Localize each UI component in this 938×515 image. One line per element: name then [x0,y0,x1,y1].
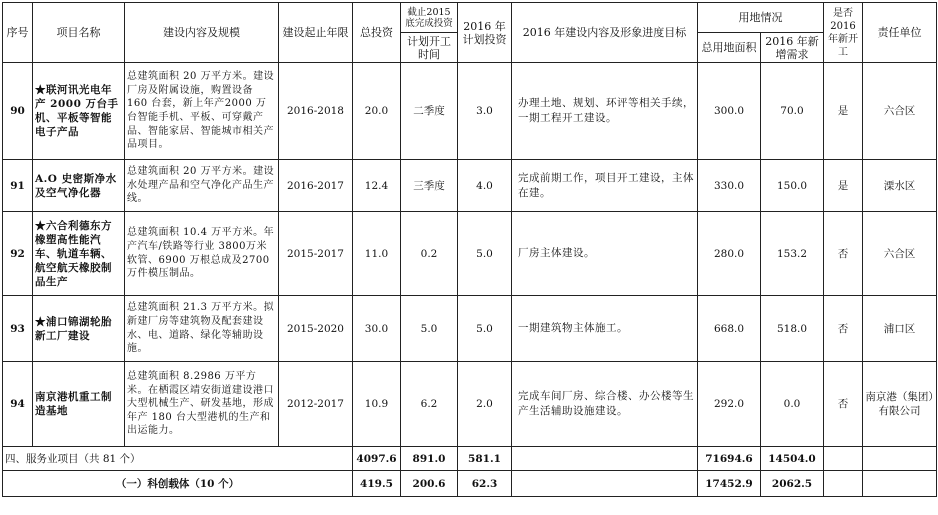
summary-plan: 581.1 [458,447,512,471]
header-cumulative: 截止2015底完成投资 [401,3,458,33]
summary-total: 419.5 [353,471,401,497]
summary-label: 四、服务业项目（共 81 个） [3,447,353,471]
row-is-new: 是 [824,63,863,160]
row-period: 2015-2020 [279,296,353,362]
summary-cum: 891.0 [401,447,458,471]
header-is-new: 是否2016年新开工 [824,3,863,63]
row-start: 0.2 [401,212,458,296]
header-plan2016: 2016 年计划投资 [458,3,512,63]
row-target: 一期建筑物主体施工。 [512,296,698,362]
summary-land-new: 2062.5 [761,471,824,497]
row-start: 5.0 [401,296,458,362]
row-land-total: 292.0 [698,362,761,447]
row-name: ★浦口锦湖轮胎新工厂建设 [33,296,125,362]
project-table [2,2,937,497]
row-unit: 浦口区 [863,296,937,362]
header-land-total: 总用地面积 [698,33,761,63]
table-row [3,160,937,212]
row-content: 总建筑面积 8.2986 万平方米。在栖霞区靖安街道建设港口大型机械生产、研发基地，形成年产 180 台大型港机的生产和出运能力。 [125,362,279,447]
summary-label: （一）科创载体（10 个） [3,471,353,497]
row-period: 2016-2017 [279,160,353,212]
row-content: 总建筑面积 20 万平方米。建设水处理产品和空气净化产品生产线。 [125,160,279,212]
header-land: 用地情况 [698,3,824,33]
row-start: 三季度 [401,160,458,212]
row-period: 2015-2017 [279,212,353,296]
row-name: ★联河讯光电年产 2000 万台手机、平板等智能电子产品 [33,63,125,160]
row-land-new: 150.0 [761,160,824,212]
row-content: 总建筑面积 21.3 万平方米。拟新建厂房等建筑物及配套建设水、电、道路、绿化等辅助设施。 [125,296,279,362]
header-total: 总投资 [353,3,401,63]
table-row [3,296,937,362]
summary-empty [863,447,937,471]
row-land-total: 330.0 [698,160,761,212]
row-content: 总建筑面积 20 万平方米。建设厂房及附属设施，购置设备 160 台套，新上年产2000 万台智能手机、平板、可穿戴产品、智能家居、智能城市相关产品项目。 [125,63,279,160]
summary-row [3,447,937,471]
row-name: 南京港机重工制造基地 [33,362,125,447]
row-target: 办理土地、规划、环评等相关手续，一期工程开工建设。 [512,63,698,160]
row-total: 20.0 [353,63,401,160]
row-land-new: 70.0 [761,63,824,160]
row-target: 厂房主体建设。 [512,212,698,296]
summary-land-total: 17452.9 [698,471,761,497]
row-period: 2012-2017 [279,362,353,447]
summary-cum: 200.6 [401,471,458,497]
row-total: 11.0 [353,212,401,296]
header-start-time: 计划开工时间 [401,33,458,63]
row-content: 总建筑面积 10.4 万平方米。年产汽车/铁路等行业 3800万米软管、6900 万根总成及2700 万件模压制品。 [125,212,279,296]
summary-empty [824,447,863,471]
row-is-new: 否 [824,296,863,362]
header-unit: 责任单位 [863,3,937,63]
header-target2016: 2016 年建设内容及形象进度目标 [512,3,698,63]
row-unit: 六合区 [863,212,937,296]
row-land-new: 518.0 [761,296,824,362]
row-is-new: 是 [824,160,863,212]
header-seq: 序号 [3,3,33,63]
row-plan: 5.0 [458,296,512,362]
row-target: 完成前期工作，项目开工建设，主体在建。 [512,160,698,212]
row-land-total: 668.0 [698,296,761,362]
row-plan: 2.0 [458,362,512,447]
summary-empty [824,471,863,497]
row-total: 12.4 [353,160,401,212]
row-seq: 90 [3,63,33,160]
row-seq: 94 [3,362,33,447]
header-land-new: 2016 年新增需求 [761,33,824,63]
summary-empty [863,471,937,497]
summary-row [3,471,937,497]
row-period: 2016-2018 [279,63,353,160]
summary-empty [512,447,698,471]
row-plan: 5.0 [458,212,512,296]
row-seq: 91 [3,160,33,212]
table-row [3,362,937,447]
row-land-total: 300.0 [698,63,761,160]
row-is-new: 否 [824,212,863,296]
row-land-total: 280.0 [698,212,761,296]
row-total: 30.0 [353,296,401,362]
row-name: ★六合利德东方橡塑高性能汽车、轨道车辆、航空航天橡胶制品生产 [33,212,125,296]
header-content: 建设内容及规模 [125,3,279,63]
row-seq: 92 [3,212,33,296]
row-land-new: 153.2 [761,212,824,296]
row-plan: 3.0 [458,63,512,160]
row-unit: 南京港（集团）有限公司 [863,362,937,447]
summary-empty [512,471,698,497]
summary-land-total: 71694.6 [698,447,761,471]
row-total: 10.9 [353,362,401,447]
row-seq: 93 [3,296,33,362]
row-name: A.O 史密斯净水及空气净化器 [33,160,125,212]
row-land-new: 0.0 [761,362,824,447]
row-plan: 4.0 [458,160,512,212]
header-period: 建设起止年限 [279,3,353,63]
summary-total: 4097.6 [353,447,401,471]
summary-land-new: 14504.0 [761,447,824,471]
row-unit: 六合区 [863,63,937,160]
summary-plan: 62.3 [458,471,512,497]
row-is-new: 否 [824,362,863,447]
row-start: 二季度 [401,63,458,160]
row-target: 完成车间厂房、综合楼、办公楼等生产生活辅助设施建设。 [512,362,698,447]
table-row [3,212,937,296]
header-name: 项目名称 [33,3,125,63]
row-start: 6.2 [401,362,458,447]
table-row [3,63,937,160]
row-unit: 溧水区 [863,160,937,212]
